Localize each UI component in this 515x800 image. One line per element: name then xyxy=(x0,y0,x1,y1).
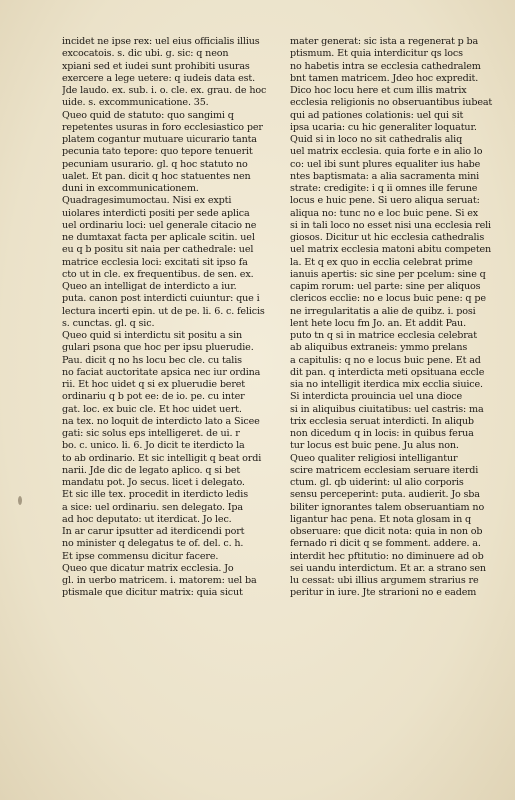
text-line: Quadragesimumoctau. Nisi ex expti xyxy=(62,195,232,207)
text-line: gat. loc. ex buic cle. Et hoc uidet uert. xyxy=(62,403,242,415)
text-line: ntes baptismata: a alia sacramenta mini xyxy=(290,170,480,182)
text-line: locus e huic pene. Si uero aliqua seruat: xyxy=(290,195,480,207)
text-line: sia no intelligit iterdica mix ecclia siuice. xyxy=(290,379,483,390)
text-line: platem cogantur mutuare uicurario tanta xyxy=(62,134,257,145)
text-line: ad hoc deputato: ut iterdicat. Jo lec. xyxy=(62,513,232,525)
text-line: ordinariu q b pot ee: de io. pe. cu inter xyxy=(62,391,245,403)
text-line: capim rorum: uel parte: sine per aliquos xyxy=(290,281,481,292)
text-line: incidet ne ipse rex: uel eius officialis illius xyxy=(62,36,260,47)
left-text-column xyxy=(62,36,276,600)
text-line: biliter ignorantes talem obseruantiam no xyxy=(290,501,485,513)
text-line: Queo que dicatur matrix ecclesia. Jo xyxy=(62,562,234,574)
text-line: uide. s. excommunicatione. 35. xyxy=(62,97,209,109)
text-line: strate: credigite: i q ii omnes ille ferune xyxy=(290,183,478,194)
text-line: Et ipse commensu dicitur facere. xyxy=(62,550,219,562)
text-line: Jde laudo. ex. sub. i. o. cle. ex. grau. de hoc xyxy=(62,85,267,96)
ink-blemish xyxy=(18,496,22,505)
text-line: Si interdicta prouincia uel una dioce xyxy=(290,391,462,403)
text-line: ptismum. Et quia interdicitur qs locs xyxy=(290,48,463,60)
text-line: matrice ecclesia loci: excitati sit ipso fa xyxy=(62,256,248,268)
text-line: scire matricem ecclesiam seruare iterdi xyxy=(290,464,479,476)
text-line: uel matrix ecclesia. quia forte e in alio lo xyxy=(290,146,483,158)
text-line: lent hete locu fm Jo. an. Et addit Pau. xyxy=(290,317,466,329)
text-line: no minister q delegatus te of. del. c. h. xyxy=(62,538,244,550)
text-line: gl. in uerbo matricem. i. matorem: uel ba xyxy=(62,575,257,586)
text-line: uel ordinariu loci: uel generale citacio ne xyxy=(62,219,257,231)
text-line: sei uandu interdictum. Et ar. a strano sen xyxy=(290,562,486,574)
text-line: sensu perceperint: puta. audierit. Jo sba xyxy=(290,489,480,501)
text-line: cto ut in cle. ex frequentibus. de sen. ex. xyxy=(62,268,254,280)
text-line: to ab ordinario. Et sic intelligit q beat ordi xyxy=(62,452,262,464)
text-line: pecunia tato tepore: quo tepore tenuerit xyxy=(62,146,253,158)
text-line: bo. c. unico. li. 6. Jo dicit te iterdicto la xyxy=(62,440,245,452)
text-line: uiolares interdicti positi per sede aplica xyxy=(62,207,250,219)
text-line: lu cessat: ubi illius argumem strarius re xyxy=(290,575,479,586)
text-line: a capitulis: q no e locus buic pene. Et ad xyxy=(290,354,481,366)
text-line: In ar carur ipsutter ad iterdicendi port xyxy=(62,526,245,537)
text-line: ecclesia religionis no obseruantibus iubeat xyxy=(290,97,493,109)
text-line: Queo an intelligat de interdicto a iur. xyxy=(62,281,237,292)
text-line: repetentes usuras in foro ecclesiastico per xyxy=(62,121,263,133)
text-line: narii. Jde dic de legato aplico. q si bet xyxy=(62,464,241,476)
text-line: puto tn q si in matrice ecclesia celebrat xyxy=(290,330,477,341)
text-line: obseruare: que dicit nota: quia in non ob xyxy=(290,526,483,537)
text-line: qui ad pationes colationis: uel qui sit xyxy=(290,109,464,121)
text-line: Queo quid de statuto: quo sangimi q xyxy=(62,109,234,121)
text-line: mater generat: sic ista a regenerat p ba xyxy=(290,36,479,47)
text-line: peritur in iure. Jte strarioni no e eadem xyxy=(290,587,477,599)
text-line: gulari psona que hoc per ipsu pluerudie. xyxy=(62,342,254,354)
text-line: dit pan. q interdicta meti opsituana eccle xyxy=(290,366,485,378)
text-line: a sice: uel ordinariu. sen delegato. Ipa xyxy=(62,501,243,513)
text-line: bnt tamen matricem. Jdeo hoc expredit. xyxy=(290,72,479,84)
right-text-column xyxy=(290,36,500,600)
text-line: Et sic ille tex. procedit in iterdicto ledis xyxy=(62,489,248,501)
text-line: excocatois. s. dic ubi. g. sic: q neon xyxy=(62,48,229,60)
text-line: s. cunctas. gl. q sic. xyxy=(62,317,155,329)
text-line: trix ecclesia seruat interdicti. In aliqub xyxy=(290,415,474,427)
text-line: Dico hoc locu here et cum illis matrix xyxy=(290,85,467,96)
text-line: no habetis intra se ecclesia cathedralem xyxy=(290,60,481,72)
text-line: si in tali loco no esset nisi una ecclesia reli xyxy=(290,219,491,231)
text-line: ligantur hac pena. Et nota glosam in q xyxy=(290,513,471,525)
text-line: tur locus est buic pene. Ju alus non. xyxy=(290,440,459,452)
text-line: ipsa ucaria: cu hic generaliter loquatur. xyxy=(290,121,477,133)
text-line: ptismale que dicitur matrix: quia sicut xyxy=(62,587,243,599)
text-line: ualet. Et pan. dicit q hoc statuentes nen xyxy=(62,170,251,182)
text-line: Queo qualiter religiosi intelligantur xyxy=(290,452,458,464)
text-line: interdit hec pftitutio: no diminuere ad ob xyxy=(290,550,484,562)
text-line: Quid si in loco no sit cathedralis aliq xyxy=(290,134,463,145)
text-line: si in aliquibus ciuitatibus: uel castris: ma xyxy=(290,403,484,415)
text-line: exercere a lege uetere: q iudeis data est. xyxy=(62,72,256,84)
text-line: fernado ri dicit q se fomment. addere. a. xyxy=(290,538,481,550)
text-line: co: uel ibi sunt plures equaliter ius habe xyxy=(290,158,481,170)
text-line: Pau. dicit q no hs locu bec cle. cu talis xyxy=(62,354,242,366)
text-line: non dicedum q in locis: in quibus ferua xyxy=(290,428,474,439)
text-line: ctum. gl. qb uiderint: ul alio corporis xyxy=(290,477,464,488)
text-line: ne dumtaxat facta per aplicale scitin. uel xyxy=(62,232,255,243)
text-line: puta. canon post interdicti cuiuntur: que i xyxy=(62,293,260,305)
text-line: la. Et q ex quo in ecclia celebrat prime xyxy=(290,256,473,268)
text-line: giosos. Dicitur ut hic ecclesia cathedralis xyxy=(290,232,485,243)
text-line: pecuniam usurario. gl. q hoc statuto no xyxy=(62,158,248,170)
text-line: uel matrix ecclesia matoni abitu competen xyxy=(290,244,492,256)
text-line: ab aliquibus extraneis: ymmo prelans xyxy=(290,342,468,354)
text-line: clericos ecclie: no e locus buic pene: q pe xyxy=(290,293,486,305)
text-line: aliqua no: tunc no e loc buic pene. Si ex xyxy=(290,207,479,219)
text-line: eu q b positu sit naia per cathedrale: uel xyxy=(62,244,254,256)
text-line: rii. Et hoc uidet q si ex pluerudie beret xyxy=(62,379,246,390)
text-line: lectura incerti epin. ut de pe. li. 6. c. felicis xyxy=(62,305,265,317)
text-line: no faciat auctoritate apsica nec iur ordina xyxy=(62,366,261,378)
text-line: na tex. no loquit de interdicto lato a Sicee xyxy=(62,415,260,427)
text-line: gati: sic solus eps intelligeret. de ui. r xyxy=(62,428,240,439)
text-line: duni in excommunicationem. xyxy=(62,183,199,194)
text-line: Queo quid si interdictu sit positu a sin xyxy=(62,330,243,341)
text-line: xpiani sed et iudei sunt prohibiti usuras xyxy=(62,60,250,72)
text-line: mandatu pot. Jo secus. licet i delegato. xyxy=(62,477,245,488)
text-line: ianuis apertis: sic sine per pcelum: sine q xyxy=(290,268,486,280)
text-line: ne irregularitatis a alie de quibz. i. posi xyxy=(290,305,476,317)
